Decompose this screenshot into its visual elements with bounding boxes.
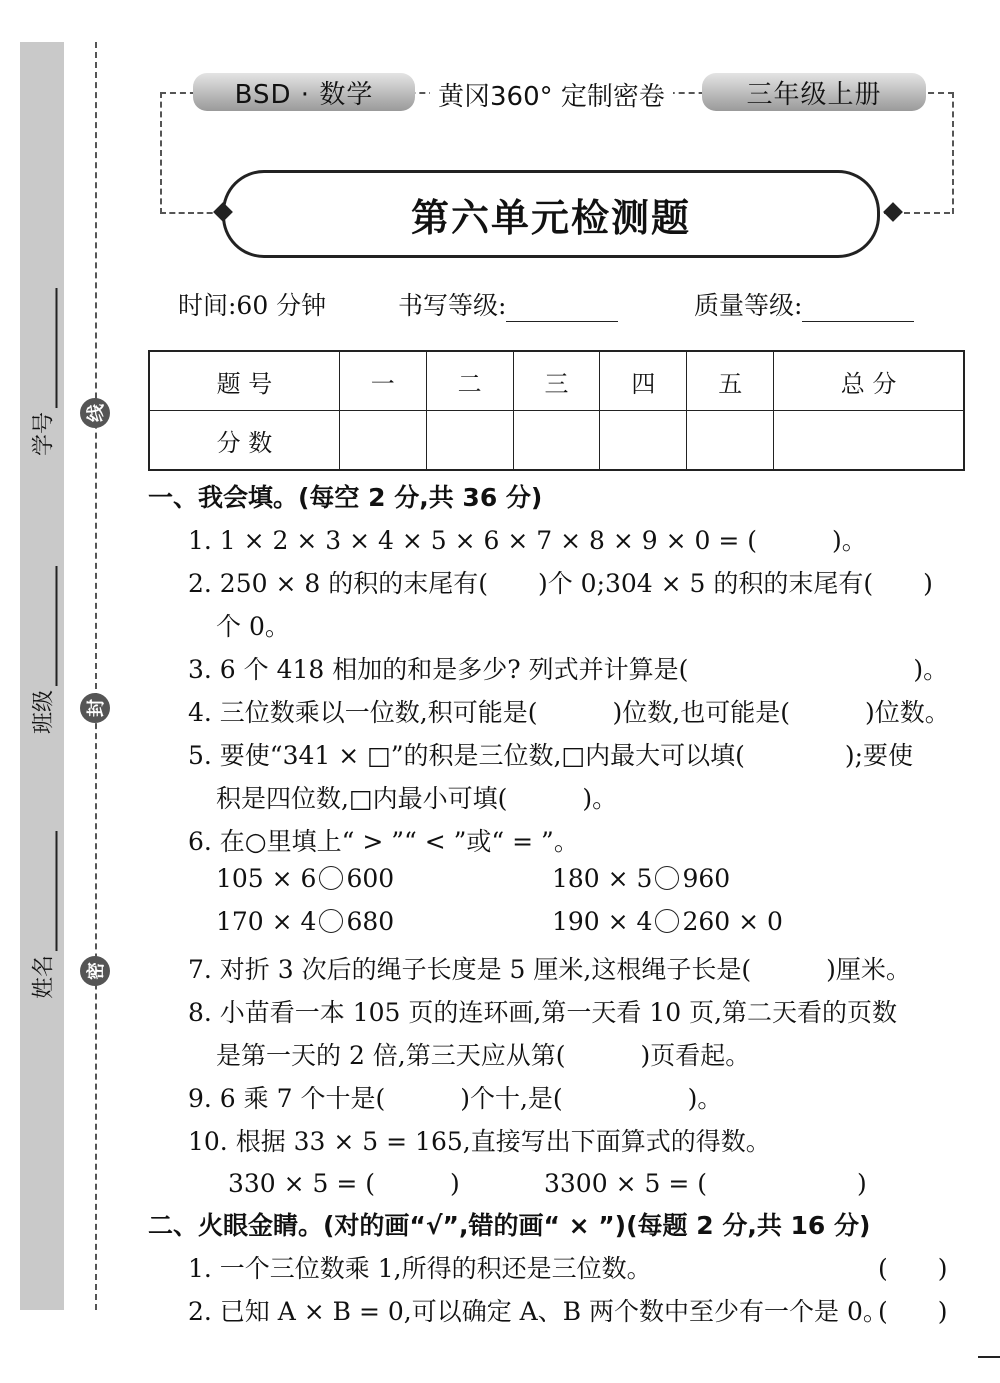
seal-mark-feng: 封 — [80, 693, 110, 723]
compare-item: 190 × 4 260 × 0 — [552, 907, 783, 936]
question-1-2a: 2. 250 × 8 的积的末尾有( )个 0;304 × 5 的积的末尾有( ) — [188, 569, 933, 598]
question-2-1: 1. 一个三位数乘 1,所得的积还是三位数。 — [188, 1254, 652, 1283]
question-1-10-b: 3300 × 5 = ( ) — [544, 1169, 867, 1198]
table-row — [149, 351, 964, 411]
score-cell[interactable] — [774, 411, 964, 471]
question-2-2: 2. 已知 A × B = 0,可以确定 A、B 两个数中至少有一个是 0。 — [188, 1297, 888, 1326]
class-label: 班级 — [31, 689, 57, 735]
answer-paren[interactable]: ( ) — [878, 1254, 948, 1283]
question-1-1: 1. 1 × 2 × 3 × 4 × 5 × 6 × 7 × 8 × 9 × 0 = ( )。 — [188, 526, 867, 555]
name-line[interactable] — [38, 831, 58, 951]
score-header-cell: 总 分 — [774, 351, 964, 411]
student-id-line[interactable] — [38, 288, 58, 408]
score-header-cell: 一 — [339, 351, 426, 411]
name-label: 姓名 — [31, 954, 57, 1000]
score-header-cell: 二 — [426, 351, 513, 411]
score-cell[interactable] — [426, 411, 513, 471]
class-line[interactable] — [38, 566, 58, 686]
compare-circle[interactable] — [655, 866, 679, 890]
subject-pill: BSD · 数学 — [193, 73, 415, 111]
compare-item: 180 × 5 960 — [552, 864, 731, 893]
score-cell[interactable] — [513, 411, 600, 471]
score-cell[interactable] — [339, 411, 426, 471]
compare-circle[interactable] — [655, 909, 679, 933]
question-1-8b: 是第一天的 2 倍,第三天应从第( )页看起。 — [216, 1041, 751, 1070]
question-1-10-a: 330 × 5 = ( ) — [228, 1169, 460, 1198]
binding-cut-line — [95, 42, 97, 1310]
section-2-heading: 二、火眼金睛。(对的画“√”,错的画“ × ”)(每题 2 分,共 16 分) — [148, 1211, 871, 1240]
question-1-7: 7. 对折 3 次后的绳子长度是 5 厘米,这根绳子长是( )厘米。 — [188, 955, 911, 984]
series-name: 黄冈360° 定制密卷 — [430, 76, 673, 113]
question-1-5b: 积是四位数,□内最小可填( )。 — [216, 784, 618, 813]
question-1-10: 10. 根据 33 × 5 = 165,直接写出下面算式的得数。 — [188, 1127, 771, 1156]
page-title: 第六单元检测题 — [222, 170, 880, 258]
compare-circle[interactable] — [319, 909, 343, 933]
seal-mark-xian: 线 — [80, 398, 110, 428]
page-edge-mark — [978, 1356, 1000, 1358]
section-1-heading: 一、我会填。(每空 2 分,共 36 分) — [148, 483, 543, 512]
score-cell[interactable] — [600, 411, 687, 471]
grade-pill: 三年级上册 — [702, 73, 926, 111]
quality-grade[interactable]: 质量等级: — [694, 286, 914, 322]
compare-item: 105 × 6 600 — [216, 864, 395, 893]
question-1-5a: 5. 要使“341 × □”的积是三位数,□内最大可以填( );要使 — [188, 741, 914, 770]
score-cell[interactable] — [687, 411, 774, 471]
question-1-4: 4. 三位数乘以一位数,积可能是( )位数,也可能是( )位数。 — [188, 698, 950, 727]
time-limit: 时间:60 分钟 — [178, 291, 327, 320]
score-row-label: 分 数 — [149, 411, 339, 471]
writing-grade[interactable]: 书写等级: — [398, 286, 618, 322]
question-1-8a: 8. 小苗看一本 105 页的连环画,第一天看 10 页,第二天看的页数 — [188, 998, 898, 1027]
compare-item: 170 × 4 680 — [216, 907, 395, 936]
question-1-2b: 个 0。 — [216, 612, 290, 641]
question-1-3: 3. 6 个 418 相加的和是多少? 列式并计算是( )。 — [188, 655, 949, 684]
answer-paren[interactable]: ( ) — [878, 1297, 948, 1326]
student-id-label: 学号 — [31, 411, 57, 457]
score-header-cell: 三 — [513, 351, 600, 411]
score-header-cell: 题 号 — [149, 351, 339, 411]
score-header-cell: 四 — [600, 351, 687, 411]
score-table — [148, 350, 965, 471]
question-1-9: 9. 6 乘 7 个十是( )个十,是( )。 — [188, 1084, 723, 1113]
seal-mark-mi: 密 — [80, 956, 110, 986]
score-header-cell: 五 — [687, 351, 774, 411]
compare-circle[interactable] — [319, 866, 343, 890]
question-1-6: 6. 在○里填上“ > ”“ < ”或“ = ”。 — [188, 827, 579, 856]
table-row — [149, 411, 964, 471]
